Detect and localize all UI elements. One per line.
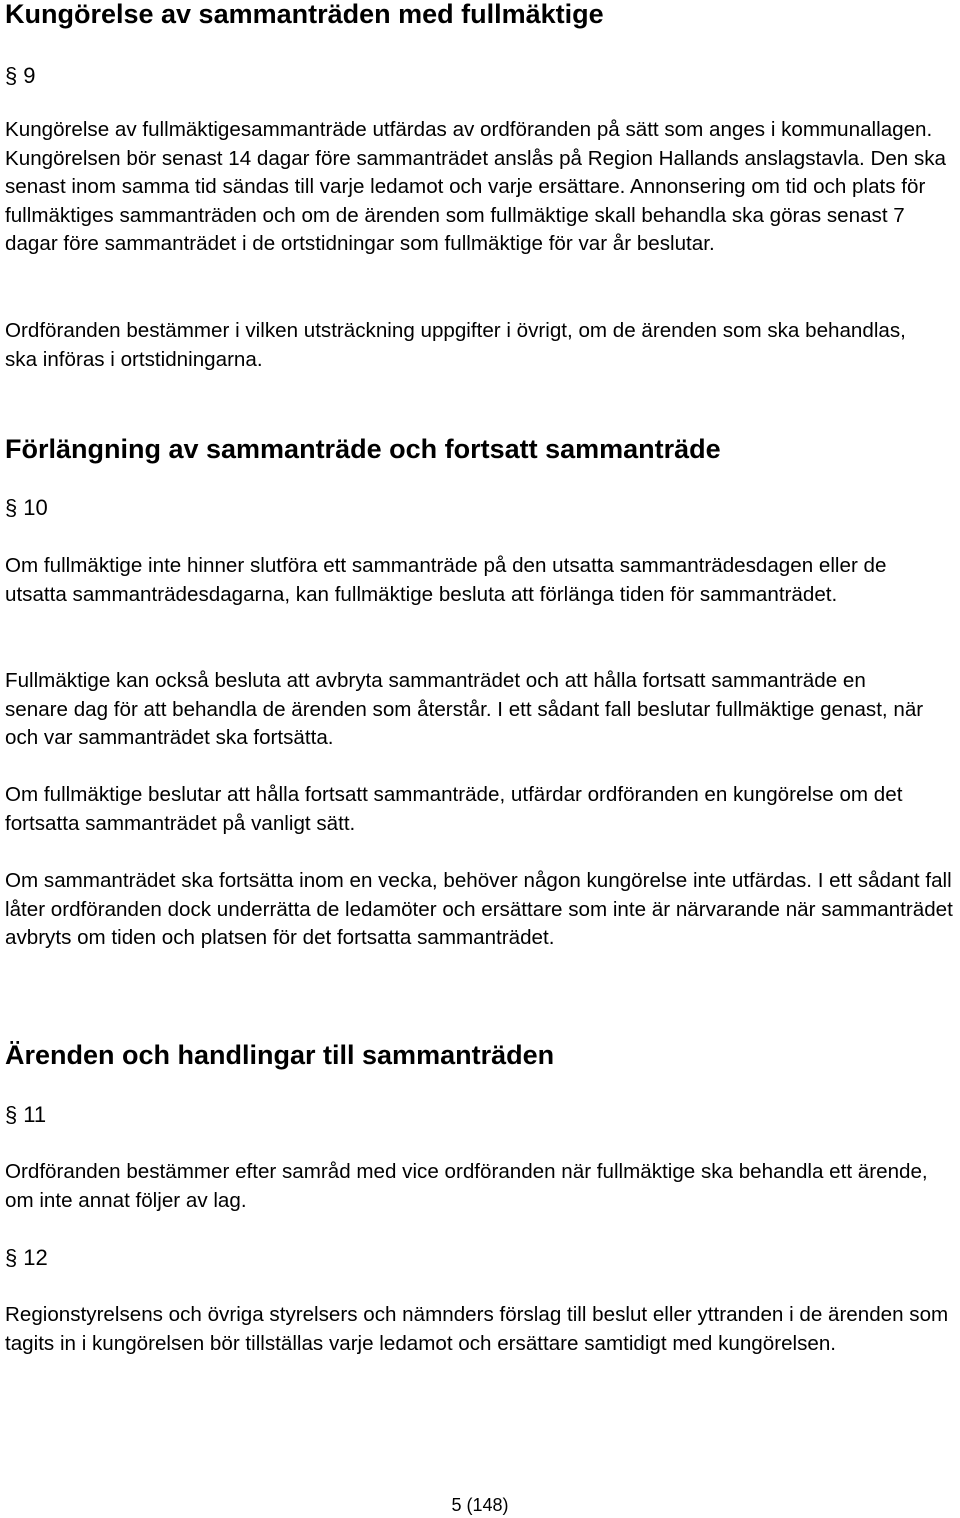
section-sign-icon: § <box>5 1245 18 1270</box>
body-paragraph: Om fullmäktige inte hinner slutföra ett sammanträde på den utsatta sammanträdesdagen eller de utsatta sammanträdesdagarna, kan fullmäktige besluta att förlänga tiden för sammanträdet. <box>5 554 887 606</box>
section-sign-icon: § <box>5 1102 18 1127</box>
paragraph-number <box>5 1101 46 1129</box>
body-paragraph: Kungörelse av fullmäktigesammanträde utfärdas av ordföranden på sätt som anges i kommunallagen. Kungörelsen bör senast 14 dagar före sammanträdet anslås på Region Hallands anslagstavla. Den ska senast inom samma tid sändas till varje ledamot och varje ersättare. Annonsering om tid och plats för fullmäktiges sammanträden och om de ärenden som fullmäktige skall behandla ska göras senast 7 dagar före sammanträdet i de ortstidningar som fullmäktige för var år beslutar. <box>5 118 947 256</box>
paragraph-number-value: 9 <box>23 63 36 88</box>
paragraph-number <box>5 494 48 522</box>
body-paragraph: Fullmäktige kan också besluta att avbryta sammanträdet och att hålla fortsatt sammanträde en senare dag för att behandla de ärenden som återstår. I ett sådant fall beslutar fullmäktige genast, när och var sammanträdet ska fortsätta. <box>5 669 924 750</box>
body-paragraph: Om fullmäktige beslutar att hålla fortsatt sammanträde, utfärdar ordföranden en kungörelse om det fortsatta sammanträdet på vanligt sätt. <box>5 783 903 835</box>
paragraph-number-value: 11 <box>23 1102 47 1127</box>
body-paragraph: Ordföranden bestämmer efter samråd med vice ordföranden när fullmäktige ska behandla ett ärende, om inte annat följer av lag. <box>5 1160 928 1212</box>
section-sign-icon: § <box>5 63 18 88</box>
paragraph-number <box>5 1244 48 1272</box>
section-sign-icon: § <box>5 495 18 520</box>
page-number: 5 (148) <box>451 1495 509 1515</box>
paragraph-number-value: 10 <box>23 495 48 520</box>
section-heading: Kungörelse av sammanträden med fullmäktige <box>5 0 604 29</box>
paragraph-number-value: 12 <box>23 1245 48 1270</box>
body-paragraph: Om sammanträdet ska fortsätta inom en vecka, behöver någon kungörelse inte utfärdas. I ett sådant fall låter ordföranden dock underrätta de ledamöter och ersättare som inte är närvarande när sammanträdet avbryts om tiden och platsen för det fortsatta sammanträdet. <box>5 869 953 950</box>
body-paragraph: Regionstyrelsens och övriga styrelsers och nämnders förslag till beslut eller yttranden i de ärenden som tagits in i kungörelsen bör tillställas varje ledamot och ersättare samtidigt med kungörelsen. <box>5 1303 949 1355</box>
section-heading: Förlängning av sammanträde och fortsatt sammanträde <box>5 434 721 464</box>
section-heading: Ärenden och handlingar till sammanträden <box>5 1040 555 1070</box>
body-paragraph: Ordföranden bestämmer i vilken utsträckning uppgifter i övrigt, om de ärenden som ska behandlas, ska införas i ortstidningarna. <box>5 319 906 371</box>
paragraph-number <box>5 62 36 90</box>
